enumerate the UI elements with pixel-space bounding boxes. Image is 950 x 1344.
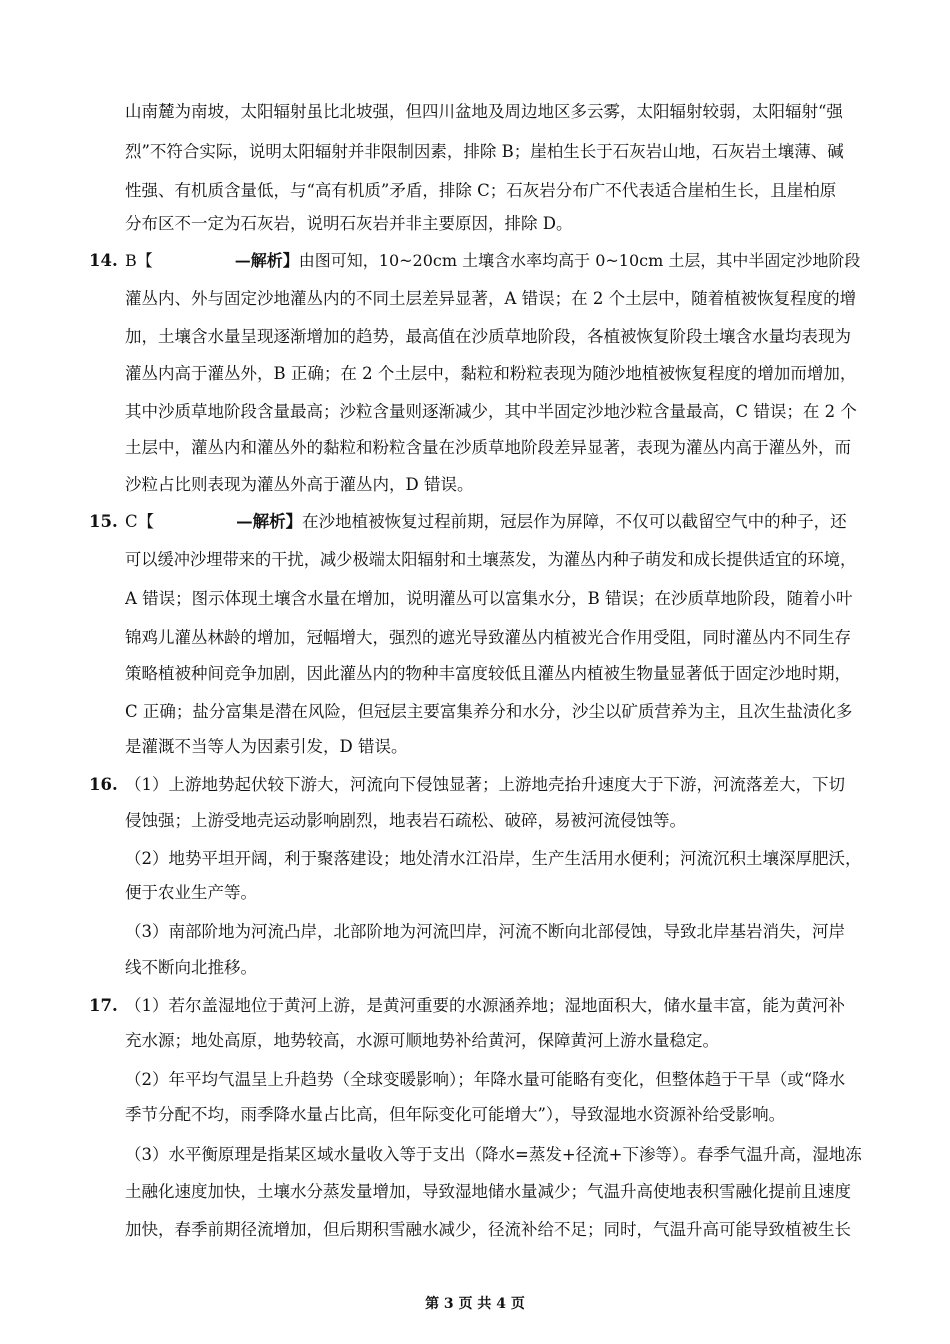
q17-line-6: 土融化速度加快，土壤水分蒸发量增加，导致湿地储水量减少；气温升高使地表积雪融化提前且速度: [125, 1182, 851, 1201]
q14-first-text: 由图可知，10~20cm 土壤含水率均高于 0~10cm 土层，其中半固定沙地阶段: [298, 251, 861, 270]
q14-line-2: 灌丛内、外与固定沙地灌丛内的不同土层差异显著，A 错误；在 2 个土层中，随着植被恢复程度的增: [125, 289, 857, 308]
q14-analysis-label: —解析】: [234, 251, 299, 270]
q14-first-line: [125, 251, 860, 271]
q15-line-7: 是灌溉不当等人为因素引发，D 错误。: [125, 737, 408, 756]
q17-line-1: （1）若尔盖湿地位于黄河上游，是黄河重要的水源涵养地；湿地面积大，储水量丰富，能为黄河补: [125, 996, 845, 1015]
q16-line-5: （3）南部阶地为河流凸岸，北部阶地为河流凹岸，河流不断向北部侵蚀，导致北岸基岩消失，河岸: [125, 922, 845, 941]
q15-analysis-label: —解析】: [236, 512, 303, 531]
q17-line-5: （3）水平衡原理是指某区域水量收入等于支出（降水=蒸发+径流+下渗等）。春季气温升高，湿地冻: [125, 1145, 862, 1164]
q13-line-3: 性强、有机质含量低，与“高有机质”矛盾，排除 C；石灰岩分布广不代表适合崖柏生长，且崖柏原: [125, 181, 837, 200]
q16-number: 16.: [89, 775, 118, 794]
q17-line-4: 季节分配不均，雨季降水量占比高，但年际变化可能增大”），导致湿地水资源补给受影响。: [125, 1105, 786, 1124]
q16-line-3: （2）地势平坦开阔，利于聚落建设；地处清水江沿岸，生产生活用水便利；河流沉积土壤深厚肥沃，: [125, 849, 862, 868]
q15-line-4: 锦鸡儿灌丛林龄的增加，冠幅增大，强烈的遮光导致灌丛内植被光合作用受阻，同时灌丛内不同生存: [125, 628, 851, 647]
q14-answer: B【: [125, 251, 153, 270]
q16-line-1: （1）上游地势起伏较下游大，河流向下侵蚀显著；上游地壳抬升速度大于下游，河流落差大，下切: [125, 775, 845, 794]
q14-line-3: 加，土壤含水量呈现逐渐增加的趋势，最高值在沙质草地阶段，各植被恢复阶段土壤含水量均表现为: [125, 327, 851, 346]
q14-line-6: 土层中，灌丛内和灌丛外的黏粒和粉粒含量在沙质草地阶段差异显著，表现为灌丛内高于灌丛外，而: [125, 438, 851, 457]
q15-line-6: C 正确；盐分富集是潜在风险，但冠层主要富集养分和水分，沙尘以矿质营养为主，且次生盐渍化多: [125, 702, 853, 721]
q17-line-7: 加快，春季前期径流增加，但后期积雪融水减少，径流补给不足；同时，气温升高可能导致植被生长: [125, 1220, 851, 1239]
page-number-footer: 第 3 页 共 4 页: [425, 1296, 525, 1312]
q17-line-2: 充水源；地处高原，地势较高，水源可顺地势补给黄河，保障黄河上游水量稳定。: [125, 1031, 719, 1050]
q14-line-5: 其中沙质草地阶段含量最高；沙粒含量则逐渐减少，其中半固定沙地沙粒含量最高，C 错误；在 2 个: [125, 402, 857, 421]
q16-line-6: 线不断向北推移。: [125, 958, 257, 977]
q15-first-line: [125, 512, 847, 532]
q16-line-4: 便于农业生产等。: [125, 883, 257, 902]
q15-number: 15.: [89, 512, 118, 531]
q14-line-7: 沙粒占比则表现为灌丛外高于灌丛内，D 错误。: [125, 475, 474, 494]
q15-line-3: A 错误；图示体现土壤含水量在增加，说明灌丛可以富集水分，B 错误；在沙质草地阶段，随着小叶: [125, 589, 853, 608]
q16-line-2: 侵蚀强；上游受地壳运动影响剧烈，地表岩石疏松、破碎，易被河流侵蚀等。: [125, 811, 686, 830]
q14-line-4: 灌丛内高于灌丛外，B 正确；在 2 个土层中，黏粒和粉粒表现为随沙地植被恢复程度的增加而增加，: [125, 364, 857, 383]
q15-answer: C【: [125, 512, 155, 531]
q13-line-2: 烈”不符合实际，说明太阳辐射并非限制因素，排除 B；崖柏生长于石灰岩山地，石灰岩土壤薄、碱: [125, 142, 844, 161]
q17-line-3: （2）年平均气温呈上升趋势（全球变暖影响）；年降水量可能略有变化，但整体趋于干旱（或“降水: [125, 1070, 846, 1089]
q14-number: 14.: [89, 251, 118, 270]
q13-line-4: 分布区不一定为石灰岩，说明石灰岩并非主要原因，排除 D。: [125, 214, 573, 233]
q15-line-5: 策略植被种间竞争加剧，因此灌丛内的物种丰富度较低且灌丛内植被生物量显著低于固定沙地时期，: [125, 664, 851, 683]
q15-first-text: 在沙地植被恢复过程前期，冠层作为屏障，不仅可以截留空气中的种子，还: [302, 512, 847, 531]
q17-number: 17.: [89, 996, 118, 1015]
q13-line-1: 山南麓为南坡，太阳辐射虽比北坡强，但四川盆地及周边地区多云雾，太阳辐射较弱，太阳辐射“强: [125, 102, 843, 121]
q15-line-2: 可以缓冲沙埋带来的干扰，减少极端太阳辐射和土壤蒸发，为灌丛内种子萌发和成长提供适宜的环境，: [125, 550, 857, 569]
